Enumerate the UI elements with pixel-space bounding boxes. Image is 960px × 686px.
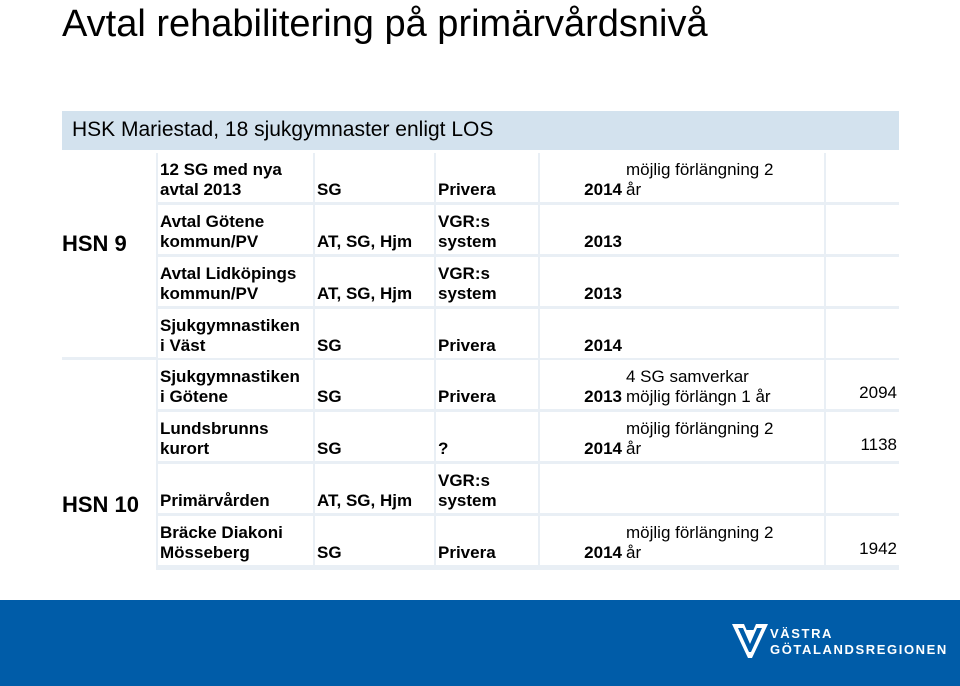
cell-name	[158, 257, 313, 306]
table-header-text: HSK Mariestad, 18 sjukgymnaster enligt LOS	[72, 118, 494, 141]
cell-line: 4 SG samverkar	[626, 367, 749, 386]
cell-staff	[315, 360, 434, 409]
cell-system	[436, 153, 538, 202]
cell-note	[624, 309, 824, 358]
cell-system-text	[438, 471, 497, 511]
cell-note	[624, 153, 824, 202]
cell-staff	[315, 153, 434, 202]
cell-number-text: 2094	[859, 383, 897, 402]
cell-number	[826, 205, 899, 254]
cell-line: Sjukgymnastiken	[160, 367, 300, 386]
cell-number	[826, 309, 899, 358]
cell-note	[624, 412, 824, 461]
cell-line: Privera	[438, 180, 496, 199]
cell-note	[624, 516, 824, 565]
cell-staff-text: SG	[317, 543, 342, 562]
cell-line	[438, 523, 496, 543]
cell-line: Lundsbrunns	[160, 419, 269, 438]
cell-year	[540, 360, 624, 409]
cell-system-text	[438, 212, 497, 252]
cell-line	[438, 419, 448, 439]
vgr-logo-text	[770, 626, 948, 658]
cell-number	[826, 153, 899, 202]
cell-line: system	[438, 491, 497, 510]
cell-note-text	[626, 212, 631, 252]
cell-year	[540, 412, 624, 461]
cell-system-text	[438, 419, 448, 459]
cell-line: ?	[438, 439, 449, 458]
group-cell-hsn9	[62, 153, 156, 357]
cell-line: VGR:s	[438, 264, 490, 283]
cell-line: möjlig förlängning 2	[626, 523, 774, 542]
cell-name	[158, 309, 313, 358]
cell-name-text	[160, 419, 269, 459]
cell-line: Sjukgymnastiken	[160, 316, 300, 335]
cell-system-text	[438, 367, 496, 407]
cell-staff	[315, 257, 434, 306]
cell-year-text: 2013	[584, 387, 622, 406]
cell-staff-text: AT, SG, Hjm	[317, 491, 413, 510]
cell-number	[826, 412, 899, 461]
cell-note-text	[626, 264, 631, 304]
cell-name-text	[160, 316, 300, 356]
logo-line-2: GÖTALANDSREGIONEN	[770, 642, 948, 657]
cell-line: Privera	[438, 543, 496, 562]
cell-name-text	[160, 212, 264, 252]
cell-system-text	[438, 264, 497, 304]
cell-staff	[315, 205, 434, 254]
logo-line-1: VÄSTRA	[770, 626, 834, 641]
cell-staff	[315, 309, 434, 358]
cell-line	[626, 284, 631, 304]
cell-system-text	[438, 523, 496, 563]
cell-year	[540, 153, 624, 202]
cell-line: Privera	[438, 387, 496, 406]
cell-year	[540, 257, 624, 306]
cell-number	[826, 464, 899, 513]
cell-line: system	[438, 232, 497, 251]
cell-system	[436, 309, 538, 358]
cell-line	[626, 471, 631, 491]
group-label-hsn9: HSN 9	[62, 231, 127, 256]
cell-line: VGR:s	[438, 212, 490, 231]
cell-line	[438, 160, 496, 180]
cell-line: möjlig förlängning 2	[626, 419, 774, 438]
cell-line: kommun/PV	[160, 232, 259, 251]
cell-name	[158, 516, 313, 565]
cell-name	[158, 360, 313, 409]
cell-note-text	[626, 160, 773, 200]
cell-number	[826, 257, 899, 306]
cell-name	[158, 153, 313, 202]
cell-note-text	[626, 523, 773, 563]
cell-system	[436, 464, 538, 513]
cell-system	[436, 516, 538, 565]
cell-year-text: 2014	[584, 336, 622, 355]
cell-line: VGR:s	[438, 471, 490, 490]
cell-line: Bräcke Diakoni	[160, 523, 283, 542]
cell-year	[540, 464, 624, 513]
cell-staff-text: AT, SG, Hjm	[317, 284, 413, 303]
cell-name-text	[160, 523, 283, 563]
cell-year-text: 2013	[584, 284, 622, 303]
cell-number	[826, 360, 899, 409]
cell-line: i Väst	[160, 336, 206, 355]
cell-line	[438, 316, 496, 336]
cell-line: kommun/PV	[160, 284, 259, 303]
cell-line	[626, 232, 631, 252]
vgr-logo-icon	[730, 620, 770, 660]
cell-name	[158, 464, 313, 513]
cell-staff-text: AT, SG, Hjm	[317, 232, 413, 251]
cell-staff	[315, 464, 434, 513]
cell-staff	[315, 516, 434, 565]
cell-line: 12 SG med nya	[160, 160, 282, 179]
cell-line	[160, 471, 270, 491]
cell-number-text: 1138	[860, 435, 897, 454]
cell-year-text: 2014	[584, 439, 622, 458]
cell-name-text	[160, 160, 282, 200]
cell-year	[540, 309, 624, 358]
cell-staff-text: SG	[317, 387, 342, 406]
cell-name-text	[160, 367, 300, 407]
cell-line: möjlig förlängn 1 år	[626, 387, 771, 406]
cell-year	[540, 205, 624, 254]
cell-year-text: 2013	[584, 232, 622, 251]
cell-staff-text: SG	[317, 180, 342, 199]
cell-line: avtal 2013	[160, 180, 242, 199]
cell-name	[158, 205, 313, 254]
cell-name	[158, 412, 313, 461]
cell-line: år	[626, 439, 642, 458]
cell-note-text	[626, 367, 771, 407]
cell-note	[624, 257, 824, 306]
cell-year-text: 2014	[584, 543, 622, 562]
cell-staff-text: SG	[317, 336, 342, 355]
cell-line	[626, 316, 631, 336]
cell-system	[436, 360, 538, 409]
cell-line: Primärvården	[160, 491, 270, 510]
group-label-hsn10: HSN 10	[62, 492, 140, 517]
cell-year	[540, 516, 624, 565]
cell-line: system	[438, 284, 497, 303]
cell-line: år	[626, 180, 642, 199]
cell-line: Avtal Götene	[160, 212, 265, 231]
cell-line: i Götene	[160, 387, 229, 406]
cell-line	[626, 264, 631, 284]
cell-system-text	[438, 160, 496, 200]
cell-system	[436, 257, 538, 306]
cell-line: år	[626, 543, 642, 562]
cell-line: Avtal Lidköpings	[160, 264, 297, 283]
cell-system	[436, 412, 538, 461]
cell-note	[624, 205, 824, 254]
cell-year-text: 2014	[584, 180, 622, 199]
cell-system	[436, 205, 538, 254]
cell-note-text	[626, 316, 631, 356]
cell-name-text	[160, 471, 270, 511]
cell-line: Mösseberg	[160, 543, 250, 562]
cell-number	[826, 516, 899, 565]
cell-system-text	[438, 316, 496, 356]
cell-name-text	[160, 264, 296, 304]
cell-note	[624, 464, 824, 513]
cell-staff	[315, 412, 434, 461]
cell-line	[626, 336, 631, 356]
cell-line	[626, 491, 631, 511]
table-header-bar	[62, 111, 899, 150]
cell-line: kurort	[160, 439, 210, 458]
cell-note	[624, 360, 824, 409]
cell-note-text	[626, 419, 773, 459]
cell-line	[438, 367, 496, 387]
cell-line	[626, 212, 631, 232]
cell-number-text: 1942	[859, 539, 897, 558]
page-title: Avtal rehabilitering på primärvårdsnivå	[62, 3, 708, 45]
cell-staff-text: SG	[317, 439, 342, 458]
cell-line: möjlig förlängning 2	[626, 160, 774, 179]
cell-line: Privera	[438, 336, 496, 355]
cell-note-text	[626, 471, 631, 511]
group-cell-hsn10	[62, 360, 156, 570]
